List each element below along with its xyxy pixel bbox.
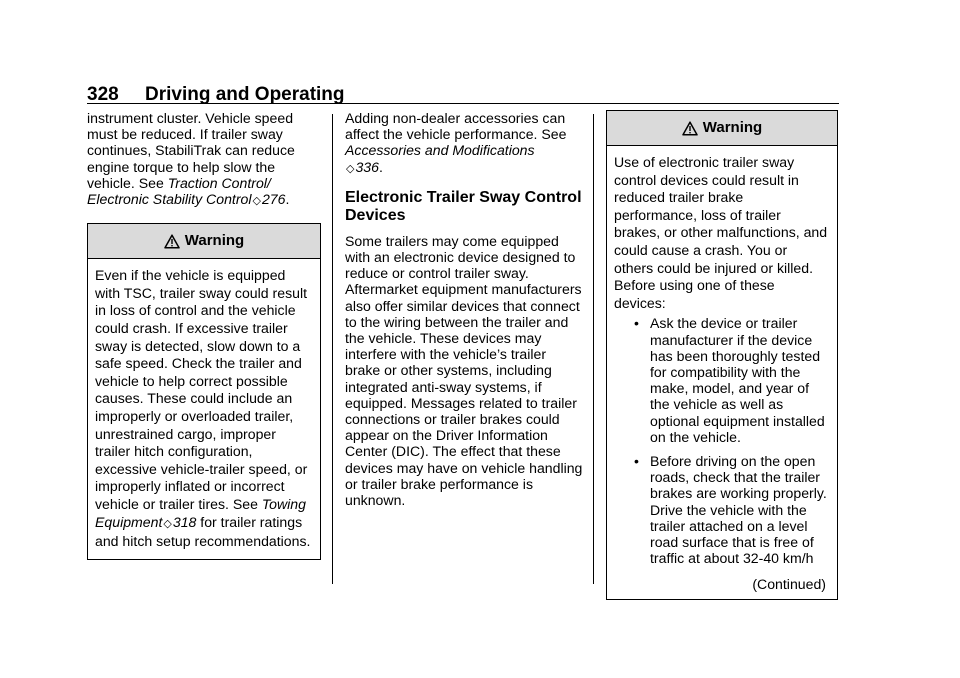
warning-triangle-icon (682, 121, 698, 136)
list-item: • Ask the device or trailer manufacturer if the device has been thoroughly tested for compatibility with the make, model, and year of the vehicle as well as optional equipment installed on the vehicle. (634, 315, 825, 445)
page-number: 328 (87, 84, 119, 105)
section-title: Driving and Operating (145, 84, 345, 105)
col1-intro-paragraph: instrument cluster. Vehicle speed must be reduced. If trailer sway continues, StabiliTrak can reduce engine torque to help slow the vehicle. See Traction Control/ Electronic Stability Control◇276. (87, 110, 295, 208)
warning-body: Even if the vehicle is equipped with TSC, trailer sway could result in loss of control and the vehicle could crash. If excessive trailer sway is detected, slow down to a safe speed. Check the trailer and vehicle to help correct possible causes. These could include an improperly or overloaded trailer, unrestrained cargo, improper trailer hitch configuration, excessive vehicle-trailer speed, or improperly inflated or incorrect vehicle or trailer tires. See Towing Equipment◇318 for trailer ratings and hitch setup recommendations. (95, 267, 311, 550)
warning-box-sway-devices (606, 110, 838, 600)
towing-equipment-link[interactable]: Towing Equipment (95, 495, 306, 530)
page-ref-arrow-icon: ◇ (252, 195, 261, 208)
warning-text: Use of electronic trailer sway control devices could result in reduced trailer brake performance, loss of trailer brakes, or other malfunctions, and could cause a crash. You or others could be injured or killed. Before using one of these devices: (614, 154, 828, 311)
column-3 (606, 110, 838, 600)
warning-box-tsc (87, 223, 321, 560)
column-divider-1 (332, 114, 333, 584)
page-ref-number[interactable]: 318 (172, 513, 197, 530)
list-item: • Before driving on the open roads, check that the trailer brakes are working properly. Drive the vehicle with the trailer attached on a level road surface that is free of traffic at about 32-40 km/h (634, 452, 827, 567)
warning-triangle-icon (164, 234, 180, 249)
col2-body-paragraph: Some trailers may come equipped with an electronic device designed to reduce or control trailer sway. Aftermarket equipment manufacturers also offer similar devices that connect to the wiring between the trailer and the vehicle. These devices may interfere with the vehicle’s trailer brake or other systems, including integrated anti-sway systems, if equipped. Messages related to trailer connections or trailer brakes could appear on the Driver Information Center (DIC). The effect that these devices may have on vehicle handling or trailer brake performance is unknown. (345, 232, 583, 509)
page-ref-number[interactable]: 276 (261, 191, 286, 208)
accessories-link[interactable]: Accessories and Modifications (345, 142, 535, 159)
continued-label: (Continued) (752, 576, 826, 593)
warning-title: Warning (184, 232, 245, 250)
page-ref-number[interactable]: 336 (355, 158, 379, 175)
column-1 (87, 110, 321, 560)
warning-body (607, 146, 837, 599)
header-rule (87, 103, 839, 104)
col2-intro-paragraph: Adding non-dealer accessories can affect the vehicle performance. See Accessories and Modifications ◇336. (345, 110, 567, 175)
column-2 (345, 110, 585, 508)
page-ref-arrow-icon: ◇ (346, 162, 355, 175)
warning-header (88, 224, 320, 259)
traction-control-link[interactable]: Traction Control/ Electronic Stability Control (87, 174, 271, 208)
column-divider-2 (593, 114, 594, 584)
page-ref-arrow-icon: ◇ (163, 517, 172, 530)
warning-header (607, 111, 837, 146)
warning-title: Warning (702, 118, 763, 136)
warning-bullet-list (614, 315, 830, 566)
section-heading: Electronic Trailer Sway Control Devices (345, 188, 582, 224)
